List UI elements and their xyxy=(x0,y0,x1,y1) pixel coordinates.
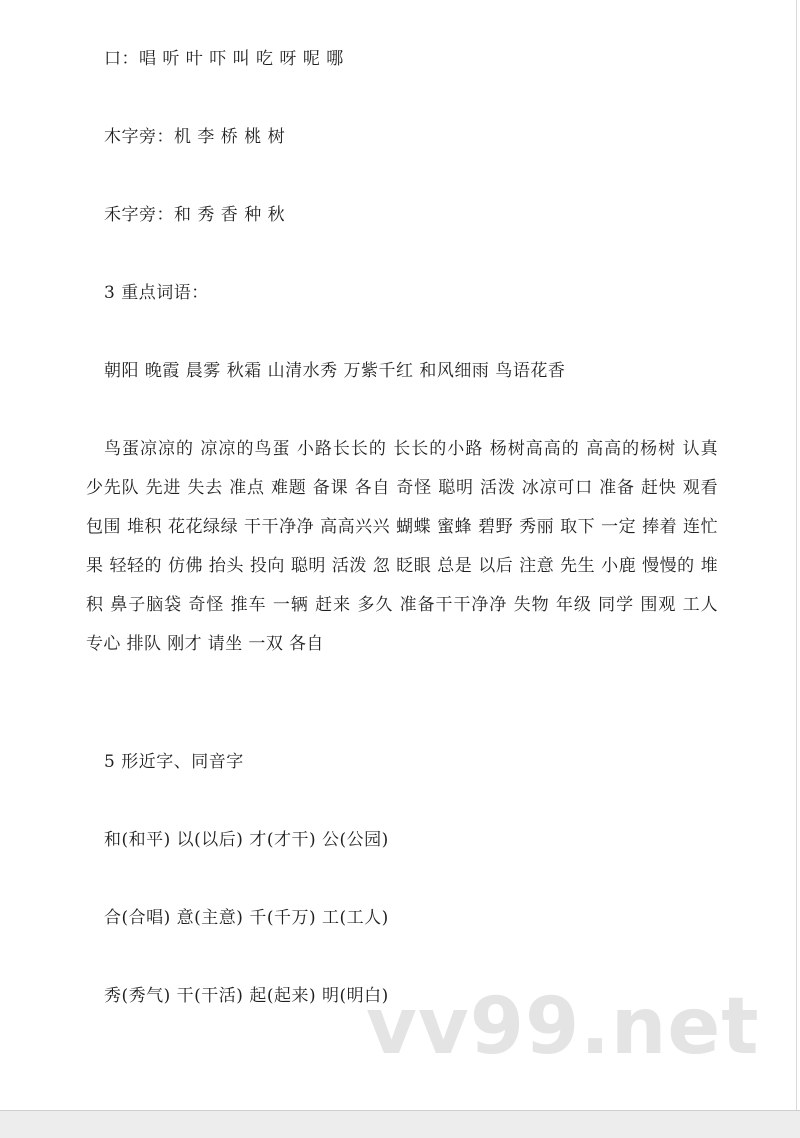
radical-mouth-line: 口：唱 听 叶 吓 叫 吃 呀 呢 哪 xyxy=(104,49,344,69)
section-5-heading: 5 形近字、同音字 xyxy=(104,752,244,772)
section-3-heading: 3 重点词语： xyxy=(104,283,209,303)
radical-wood-line: 木字旁：机 李 桥 桃 树 xyxy=(104,127,286,147)
key-words-paragraph: 鸟蛋凉凉的 凉凉的鸟蛋 小路长长的 长长的小路 杨树高高的 高高的杨树 认真 少先队 先进 失去 准点 难题 备课 各自 奇怪 聪明 活泼 冰凉可口 准备 赶快 观看 包围 堆积 花花绿绿 干干净净 高高兴兴 蝴蝶 蜜蜂 碧野 秀丽 取下 一定 捧着 连忙 果 轻轻的 仿佛 抬头 投向 聪明 活泼 忽 眨眼 总是 以后 注意 先生 小鹿 慢慢的 堆积 鼻子脑袋 奇怪 推车 一辆 赶来 多久 准备干干净净 失物 年级 同学 围观 工人 专心 排队 刚才 请坐 一双 各自 xyxy=(86,439,718,654)
key-words-line: 朝阳 晚霞 晨雾 秋霜 山清水秀 万紫千红 和风细雨 鸟语花香 xyxy=(104,361,566,381)
page-bottom-edge xyxy=(0,1110,800,1138)
similar-chars-line-2: 合(合唱) 意(主意) 千(千万) 工(工人) xyxy=(104,908,389,928)
site-watermark: vv99.net xyxy=(366,982,760,1072)
similar-chars-line-3: 秀(秀气) 干(干活) 起(起来) 明(明白) xyxy=(104,986,389,1006)
radical-grain-line: 禾字旁：和 秀 香 种 秋 xyxy=(104,205,286,225)
similar-chars-line-1: 和(和平) 以(以后) 才(才干) 公(公园) xyxy=(104,830,389,850)
